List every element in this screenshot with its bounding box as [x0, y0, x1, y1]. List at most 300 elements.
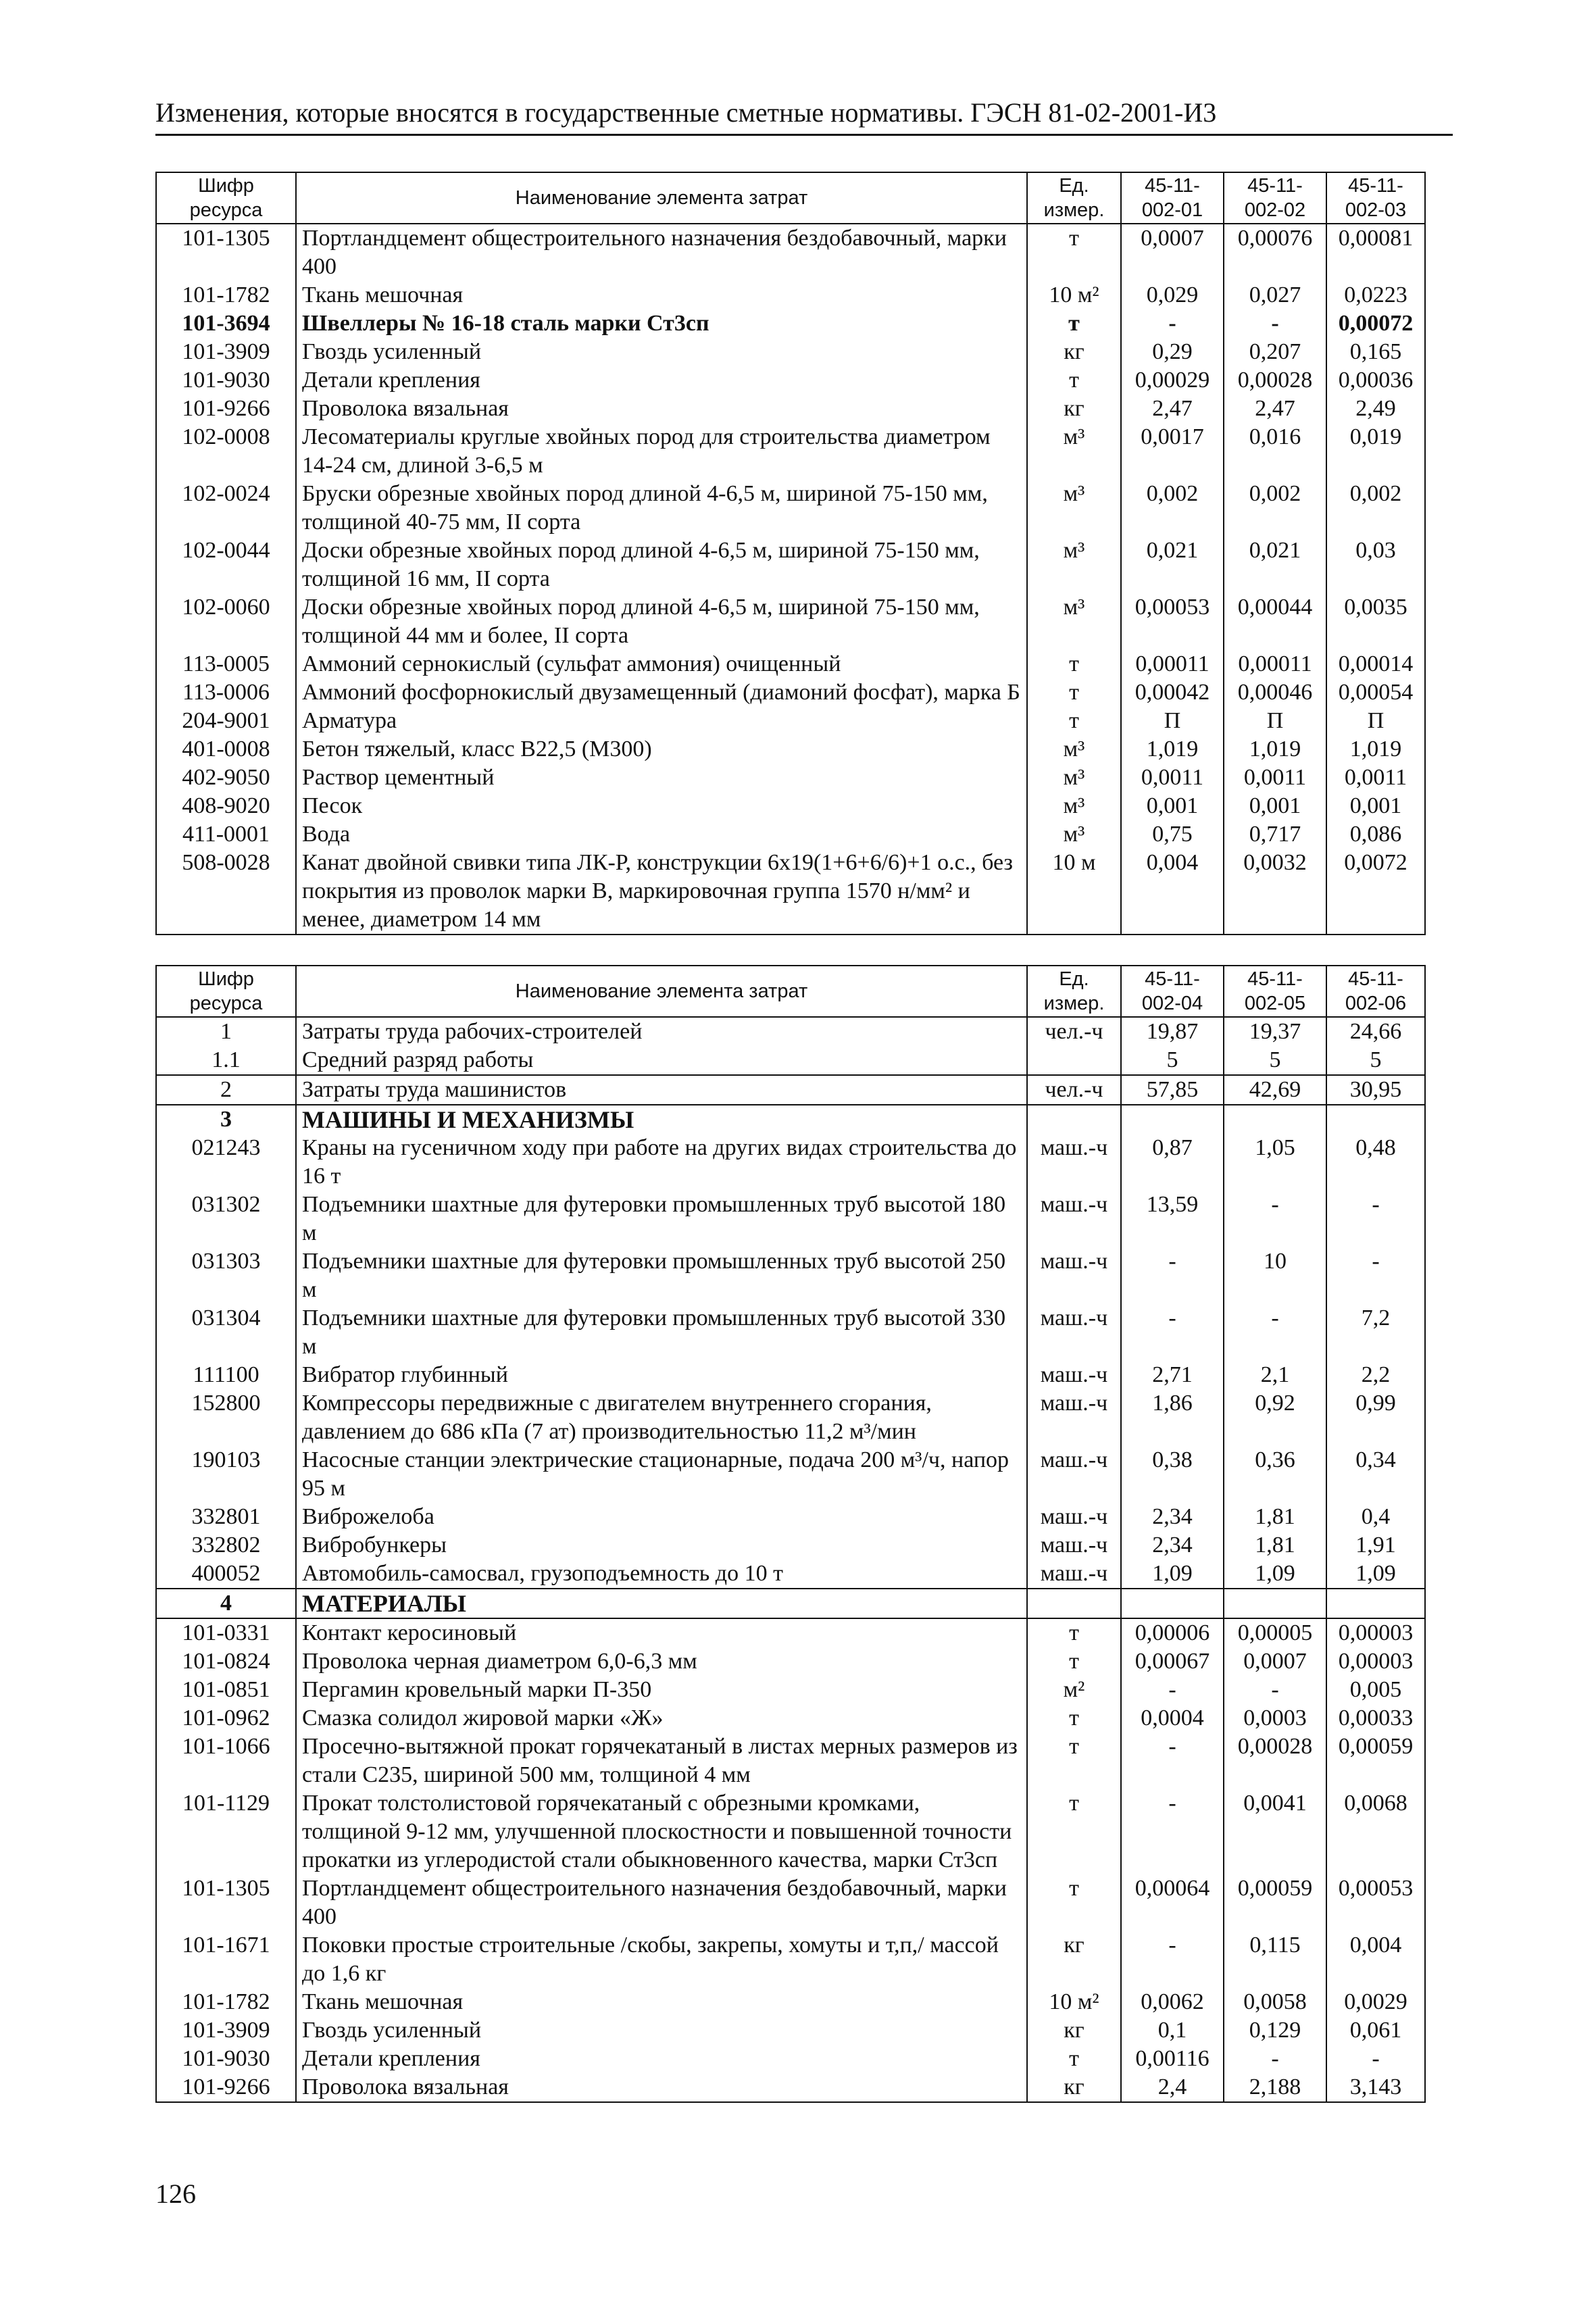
- cell-norm-2: 2,188: [1224, 2073, 1326, 2102]
- cell-name: Подъемники шахтные для футеровки промышленных труб высотой 330 м: [296, 1304, 1027, 1361]
- cell-norm-1: 5: [1121, 1046, 1224, 1075]
- table-row: [156, 366, 1425, 395]
- cell-code: 102-0044: [156, 537, 296, 593]
- cell-unit: [1027, 1046, 1121, 1075]
- cell-code: 204-9001: [156, 707, 296, 735]
- cell-norm-1: 0,00042: [1121, 678, 1224, 707]
- cell-norm-1: 0,00011: [1121, 650, 1224, 678]
- column-header-unit: Ед. измер.: [1027, 172, 1121, 224]
- cell-norm-2: 0,00005: [1224, 1618, 1326, 1647]
- cell-code: 102-0060: [156, 593, 296, 650]
- column-header-norm-1: 45-11-002-01: [1121, 172, 1224, 224]
- cell-norm-2: -: [1224, 1191, 1326, 1247]
- cell-code: 101-0331: [156, 1618, 296, 1647]
- cell-norm-2: 0,717: [1224, 820, 1326, 849]
- cell-norm-3: 0,086: [1326, 820, 1425, 849]
- cell-norm-3: 30,95: [1326, 1075, 1425, 1105]
- table-row: [156, 1560, 1425, 1589]
- cell-name: Просечно-вытяжной прокат горячекатаный в листах мерных размеров из стали С235, шириной 500 мм, толщиной 4 мм: [296, 1733, 1027, 1789]
- page-number: 126: [155, 2179, 196, 2209]
- resource-table-2: [155, 965, 1426, 2103]
- cell-unit: 10 м²: [1027, 281, 1121, 309]
- cell-norm-1: 1,09: [1121, 1560, 1224, 1589]
- cell-norm-2: 1,81: [1224, 1503, 1326, 1531]
- cell-unit: т: [1027, 1874, 1121, 1931]
- cell-norm-1: 0,00116: [1121, 2045, 1224, 2073]
- cell-name: Доски обрезные хвойных пород длиной 4-6,5 м, шириной 75-150 мм, толщиной 44 мм и более, II сорта: [296, 593, 1027, 650]
- cell-norm-3: 0,0072: [1326, 849, 1425, 935]
- cell-unit: маш.-ч: [1027, 1503, 1121, 1531]
- cell-norm-3: 0,00072: [1326, 309, 1425, 338]
- cell-unit: т: [1027, 1647, 1121, 1676]
- cell-norm-3: 0,34: [1326, 1446, 1425, 1503]
- cell-norm-1: 2,47: [1121, 395, 1224, 423]
- cell-code: 400052: [156, 1560, 296, 1589]
- cell-unit: маш.-ч: [1027, 1191, 1121, 1247]
- cell-norm-3: 1,09: [1326, 1560, 1425, 1589]
- cell-code: 402-9050: [156, 764, 296, 792]
- cell-unit: м²: [1027, 1676, 1121, 1704]
- cell-name: Доски обрезные хвойных пород длиной 4-6,5 м, шириной 75-150 мм, толщиной 16 мм, II сорта: [296, 537, 1027, 593]
- cell-unit: маш.-ч: [1027, 1361, 1121, 1389]
- cell-norm-1: 57,85: [1121, 1075, 1224, 1105]
- cell-norm-3: 0,48: [1326, 1134, 1425, 1191]
- cell-norm-3: 0,00081: [1326, 224, 1425, 281]
- cell-code: 101-1066: [156, 1733, 296, 1789]
- cell-code: 101-1305: [156, 224, 296, 281]
- cell-norm-3: 1,91: [1326, 1531, 1425, 1560]
- cell-unit: м³: [1027, 593, 1121, 650]
- cell-unit: т: [1027, 650, 1121, 678]
- cell-name: Краны на гусеничном ходу при работе на других видах строительства до 16 т: [296, 1134, 1027, 1191]
- cell-name: Детали крепления: [296, 2045, 1027, 2073]
- cell-code: 031304: [156, 1304, 296, 1361]
- cell-norm-1: 0,29: [1121, 338, 1224, 366]
- cell-norm-1: 0,1: [1121, 2016, 1224, 2045]
- cell-norm-2: 5: [1224, 1046, 1326, 1075]
- table-row: [156, 2016, 1425, 2045]
- cell-norm-2: 0,0058: [1224, 1988, 1326, 2016]
- cell-norm-1: [1121, 1105, 1224, 1134]
- cell-unit: т: [1027, 1618, 1121, 1647]
- table-row: [156, 849, 1425, 935]
- cell-code: 101-1671: [156, 1931, 296, 1988]
- cell-name: Канат двойной свивки типа ЛК-Р, конструкции 6х19(1+6+6/6)+1 о.с., без покрытия из проволок марки В, маркировочная группа 1570 н/мм² и менее, диаметром 14 мм: [296, 849, 1027, 935]
- cell-unit: м³: [1027, 820, 1121, 849]
- cell-norm-3: 0,00053: [1326, 1874, 1425, 1931]
- cell-norm-3: 0,005: [1326, 1676, 1425, 1704]
- cell-code: 101-9266: [156, 2073, 296, 2102]
- table-row: [156, 1046, 1425, 1075]
- cell-name: Вибробункеры: [296, 1531, 1027, 1560]
- cell-norm-3: 2,49: [1326, 395, 1425, 423]
- cell-name: Швеллеры № 16-18 сталь марки Ст3сп: [296, 309, 1027, 338]
- cell-name: Подъемники шахтные для футеровки промышленных труб высотой 180 м: [296, 1191, 1027, 1247]
- column-header-norm-2: 45-11-002-05: [1224, 966, 1326, 1017]
- cell-norm-1: 0,029: [1121, 281, 1224, 309]
- table-body: [156, 1017, 1425, 2102]
- cell-norm-3: -: [1326, 2045, 1425, 2073]
- cell-norm-2: 0,0032: [1224, 849, 1326, 935]
- cell-norm-2: 19,37: [1224, 1017, 1326, 1046]
- cell-code: 332802: [156, 1531, 296, 1560]
- cell-norm-1: 0,0011: [1121, 764, 1224, 792]
- table-row: [156, 593, 1425, 650]
- cell-norm-1: 0,0062: [1121, 1988, 1224, 2016]
- cell-norm-3: 0,00054: [1326, 678, 1425, 707]
- page-header: Изменения, которые вносятся в государственные сметные нормативы. ГЭСН 81-02-2001-И3: [155, 96, 1453, 136]
- table-body: [156, 224, 1425, 935]
- cell-code: 411-0001: [156, 820, 296, 849]
- cell-name: Портландцемент общестроительного назначения бездобавочный, марки 400: [296, 224, 1027, 281]
- cell-name: Портландцемент общестроительного назначения бездобавочный, марки 400: [296, 1874, 1027, 1931]
- cell-norm-2: -: [1224, 1676, 1326, 1704]
- cell-code: 113-0005: [156, 650, 296, 678]
- cell-norm-2: 0,129: [1224, 2016, 1326, 2045]
- cell-unit: 10 м: [1027, 849, 1121, 935]
- cell-norm-1: -: [1121, 1247, 1224, 1304]
- cell-norm-1: -: [1121, 309, 1224, 338]
- cell-name: Компрессоры передвижные с двигателем внутреннего сгорания, давлением до 686 кПа (7 ат) производительностью 11,2 м³/мин: [296, 1389, 1027, 1446]
- cell-name: Аммоний сернокислый (сульфат аммония) очищенный: [296, 650, 1027, 678]
- cell-code: 1.1: [156, 1046, 296, 1075]
- cell-norm-2: 1,81: [1224, 1531, 1326, 1560]
- cell-norm-3: П: [1326, 707, 1425, 735]
- cell-norm-3: -: [1326, 1191, 1425, 1247]
- cell-unit: маш.-ч: [1027, 1560, 1121, 1589]
- table-row: [156, 1361, 1425, 1389]
- cell-norm-2: 0,002: [1224, 480, 1326, 537]
- cell-unit: маш.-ч: [1027, 1446, 1121, 1503]
- cell-norm-3: 1,019: [1326, 735, 1425, 764]
- column-header-code: Шифр ресурса: [156, 172, 296, 224]
- cell-name: Лесоматериалы круглые хвойных пород для строительства диаметром 14-24 см, длиной 3-6,5 м: [296, 423, 1027, 480]
- cell-norm-2: 0,00046: [1224, 678, 1326, 707]
- cell-norm-2: 0,00076: [1224, 224, 1326, 281]
- cell-unit: кг: [1027, 2016, 1121, 2045]
- table-row: [156, 707, 1425, 735]
- cell-norm-1: 2,4: [1121, 2073, 1224, 2102]
- cell-code: 101-9266: [156, 395, 296, 423]
- cell-unit: чел.-ч: [1027, 1075, 1121, 1105]
- column-header-name: Наименование элемента затрат: [296, 966, 1027, 1017]
- cell-name: Проволока черная диаметром 6,0-6,3 мм: [296, 1647, 1027, 1676]
- table-header-row: [156, 172, 1425, 224]
- cell-norm-1: 19,87: [1121, 1017, 1224, 1046]
- cell-norm-2: [1224, 1589, 1326, 1618]
- table-row: [156, 537, 1425, 593]
- cell-code: 332801: [156, 1503, 296, 1531]
- cell-norm-2: 0,016: [1224, 423, 1326, 480]
- cell-name: Подъемники шахтные для футеровки промышленных труб высотой 250 м: [296, 1247, 1027, 1304]
- cell-norm-3: 0,002: [1326, 480, 1425, 537]
- cell-norm-1: 0,004: [1121, 849, 1224, 935]
- cell-name: Гвоздь усиленный: [296, 2016, 1027, 2045]
- cell-name: Пергамин кровельный марки П-350: [296, 1676, 1027, 1704]
- cell-norm-1: 1,019: [1121, 735, 1224, 764]
- table-row: [156, 224, 1425, 281]
- cell-unit: чел.-ч: [1027, 1017, 1121, 1046]
- cell-unit: [1027, 1105, 1121, 1134]
- cell-unit: 10 м²: [1027, 1988, 1121, 2016]
- table-row: [156, 1874, 1425, 1931]
- column-header-norm-3: 45-11-002-03: [1326, 172, 1425, 224]
- cell-norm-3: 24,66: [1326, 1017, 1425, 1046]
- cell-name: Бетон тяжелый, класс В22,5 (М300): [296, 735, 1027, 764]
- table-row: [156, 1676, 1425, 1704]
- cell-norm-1: [1121, 1589, 1224, 1618]
- cell-norm-3: 0,061: [1326, 2016, 1425, 2045]
- cell-norm-3: 0,00014: [1326, 650, 1425, 678]
- cell-unit: кг: [1027, 395, 1121, 423]
- column-header-norm-3: 45-11-002-06: [1326, 966, 1425, 1017]
- cell-name: Ткань мешочная: [296, 1988, 1027, 2016]
- cell-code: 152800: [156, 1389, 296, 1446]
- cell-norm-1: -: [1121, 1304, 1224, 1361]
- cell-unit: маш.-ч: [1027, 1531, 1121, 1560]
- column-header-unit: Ед. измер.: [1027, 966, 1121, 1017]
- cell-norm-3: 3,143: [1326, 2073, 1425, 2102]
- cell-code: 4: [156, 1589, 296, 1618]
- table-row: [156, 735, 1425, 764]
- cell-code: 101-3909: [156, 338, 296, 366]
- table-row: [156, 1988, 1425, 2016]
- cell-norm-1: 1,86: [1121, 1389, 1224, 1446]
- cell-norm-3: 2,2: [1326, 1361, 1425, 1389]
- cell-code: 401-0008: [156, 735, 296, 764]
- cell-code: 1: [156, 1017, 296, 1046]
- section-row: [156, 1105, 1425, 1134]
- cell-name: МАШИНЫ И МЕХАНИЗМЫ: [296, 1105, 1027, 1134]
- cell-unit: т: [1027, 2045, 1121, 2073]
- cell-norm-3: 0,0068: [1326, 1789, 1425, 1874]
- cell-norm-2: 0,021: [1224, 537, 1326, 593]
- table-row: [156, 1389, 1425, 1446]
- cell-unit: м³: [1027, 423, 1121, 480]
- cell-unit: м³: [1027, 480, 1121, 537]
- cell-norm-2: 0,0007: [1224, 1647, 1326, 1676]
- column-header-name: Наименование элемента затрат: [296, 172, 1027, 224]
- cell-norm-2: 0,92: [1224, 1389, 1326, 1446]
- cell-norm-1: 0,00029: [1121, 366, 1224, 395]
- cell-norm-3: 0,0011: [1326, 764, 1425, 792]
- cell-unit: м³: [1027, 735, 1121, 764]
- table-row: [156, 1247, 1425, 1304]
- cell-norm-1: 2,34: [1121, 1503, 1224, 1531]
- cell-name: Вибратор глубинный: [296, 1361, 1027, 1389]
- cell-norm-3: 0,0035: [1326, 593, 1425, 650]
- cell-unit: т: [1027, 678, 1121, 707]
- section-row: [156, 1589, 1425, 1618]
- cell-norm-3: 0,00036: [1326, 366, 1425, 395]
- cell-norm-3: 0,4: [1326, 1503, 1425, 1531]
- cell-code: 102-0008: [156, 423, 296, 480]
- cell-code: 101-3909: [156, 2016, 296, 2045]
- cell-unit: т: [1027, 1789, 1121, 1874]
- cell-norm-1: П: [1121, 707, 1224, 735]
- cell-unit: т: [1027, 707, 1121, 735]
- table-row: [156, 1618, 1425, 1647]
- cell-name: Контакт керосиновый: [296, 1618, 1027, 1647]
- cell-norm-3: [1326, 1589, 1425, 1618]
- cell-code: 3: [156, 1105, 296, 1134]
- cell-norm-2: 0,00059: [1224, 1874, 1326, 1931]
- cell-name: Средний разряд работы: [296, 1046, 1027, 1075]
- cell-unit: маш.-ч: [1027, 1304, 1121, 1361]
- cell-norm-3: -: [1326, 1247, 1425, 1304]
- cell-code: 101-1782: [156, 281, 296, 309]
- cell-name: Раствор цементный: [296, 764, 1027, 792]
- cell-norm-2: -: [1224, 309, 1326, 338]
- cell-norm-3: 0,00059: [1326, 1733, 1425, 1789]
- cell-code: 101-3694: [156, 309, 296, 338]
- cell-unit: т: [1027, 366, 1121, 395]
- cell-norm-3: 0,001: [1326, 792, 1425, 820]
- cell-norm-1: 0,75: [1121, 820, 1224, 849]
- cell-norm-2: 2,47: [1224, 395, 1326, 423]
- cell-norm-3: 5: [1326, 1046, 1425, 1075]
- cell-norm-1: -: [1121, 1789, 1224, 1874]
- cell-name: Проволока вязальная: [296, 2073, 1027, 2102]
- table-row: [156, 423, 1425, 480]
- cell-name: МАТЕРИАЛЫ: [296, 1589, 1027, 1618]
- table-row: [156, 1733, 1425, 1789]
- cell-norm-3: 0,0029: [1326, 1988, 1425, 2016]
- cell-unit: т: [1027, 224, 1121, 281]
- cell-norm-2: 0,207: [1224, 338, 1326, 366]
- table-row: [156, 309, 1425, 338]
- cell-norm-1: 0,002: [1121, 480, 1224, 537]
- table-row: [156, 1075, 1425, 1105]
- table-row: [156, 1704, 1425, 1733]
- cell-unit: кг: [1027, 338, 1121, 366]
- cell-unit: маш.-ч: [1027, 1247, 1121, 1304]
- cell-code: 101-9030: [156, 366, 296, 395]
- cell-norm-2: 1,019: [1224, 735, 1326, 764]
- cell-norm-2: 1,09: [1224, 1560, 1326, 1589]
- table-row: [156, 281, 1425, 309]
- cell-norm-3: 0,165: [1326, 338, 1425, 366]
- table-row: [156, 395, 1425, 423]
- table-row: [156, 1304, 1425, 1361]
- cell-code: 102-0024: [156, 480, 296, 537]
- cell-unit: м³: [1027, 537, 1121, 593]
- cell-norm-3: 0,004: [1326, 1931, 1425, 1988]
- cell-name: Арматура: [296, 707, 1027, 735]
- table-row: [156, 764, 1425, 792]
- cell-norm-1: 0,0007: [1121, 224, 1224, 281]
- table-row: [156, 1503, 1425, 1531]
- cell-code: 101-1129: [156, 1789, 296, 1874]
- cell-code: 508-0028: [156, 849, 296, 935]
- table-row: [156, 1789, 1425, 1874]
- cell-norm-3: 0,019: [1326, 423, 1425, 480]
- cell-norm-3: 7,2: [1326, 1304, 1425, 1361]
- table-row: [156, 1191, 1425, 1247]
- cell-norm-2: 0,027: [1224, 281, 1326, 309]
- cell-norm-3: 0,00003: [1326, 1647, 1425, 1676]
- cell-norm-3: 0,0223: [1326, 281, 1425, 309]
- cell-name: Проволока вязальная: [296, 395, 1027, 423]
- cell-unit: м³: [1027, 764, 1121, 792]
- cell-unit: [1027, 1589, 1121, 1618]
- cell-norm-1: -: [1121, 1931, 1224, 1988]
- cell-norm-2: -: [1224, 2045, 1326, 2073]
- cell-norm-2: 0,0011: [1224, 764, 1326, 792]
- table-row: [156, 1931, 1425, 1988]
- cell-norm-1: 0,00006: [1121, 1618, 1224, 1647]
- cell-code: 101-0851: [156, 1676, 296, 1704]
- cell-norm-1: 0,00064: [1121, 1874, 1224, 1931]
- cell-name: Аммоний фосфорнокислый двузамещенный (диамоний фосфат), марка Б: [296, 678, 1027, 707]
- cell-code: 101-9030: [156, 2045, 296, 2073]
- cell-name: Прокат толстолистовой горячекатаный с обрезными кромками, толщиной 9-12 мм, улучшенной плоскостности и повышенной точности прокатки из углеродистой стали обыкновенного качества, марки Ст3сп: [296, 1789, 1027, 1874]
- cell-name: Поковки простые строительные /скобы, закрепы, хомуты и т,п,/ массой до 1,6 кг: [296, 1931, 1027, 1988]
- cell-norm-2: 42,69: [1224, 1075, 1326, 1105]
- cell-code: 101-0962: [156, 1704, 296, 1733]
- cell-name: Бруски обрезные хвойных пород длиной 4-6,5 м, шириной 75-150 мм, толщиной 40-75 мм, II сорта: [296, 480, 1027, 537]
- table-row: [156, 1647, 1425, 1676]
- cell-name: Ткань мешочная: [296, 281, 1027, 309]
- cell-norm-2: 0,00028: [1224, 366, 1326, 395]
- cell-code: 021243: [156, 1134, 296, 1191]
- cell-code: 111100: [156, 1361, 296, 1389]
- cell-norm-1: 2,71: [1121, 1361, 1224, 1389]
- cell-norm-3: 0,00003: [1326, 1618, 1425, 1647]
- cell-norm-2: 0,36: [1224, 1446, 1326, 1503]
- cell-norm-2: 0,0003: [1224, 1704, 1326, 1733]
- cell-norm-3: 0,00033: [1326, 1704, 1425, 1733]
- cell-code: 031302: [156, 1191, 296, 1247]
- cell-name: Затраты труда машинистов: [296, 1075, 1027, 1105]
- cell-norm-1: 0,021: [1121, 537, 1224, 593]
- cell-code: 101-0824: [156, 1647, 296, 1676]
- cell-code: 408-9020: [156, 792, 296, 820]
- cell-unit: т: [1027, 309, 1121, 338]
- table-row: [156, 1531, 1425, 1560]
- cell-norm-2: 0,115: [1224, 1931, 1326, 1988]
- cell-name: Вода: [296, 820, 1027, 849]
- column-header-norm-2: 45-11-002-02: [1224, 172, 1326, 224]
- cell-code: 031303: [156, 1247, 296, 1304]
- cell-norm-2: П: [1224, 707, 1326, 735]
- cell-norm-1: 0,00067: [1121, 1647, 1224, 1676]
- cell-norm-3: 0,99: [1326, 1389, 1425, 1446]
- cell-norm-2: 1,05: [1224, 1134, 1326, 1191]
- cell-unit: м³: [1027, 792, 1121, 820]
- table-row: [156, 792, 1425, 820]
- table-row: [156, 338, 1425, 366]
- cell-unit: кг: [1027, 2073, 1121, 2102]
- cell-code: 101-1782: [156, 1988, 296, 2016]
- cell-norm-1: 0,0004: [1121, 1704, 1224, 1733]
- table-row: [156, 2073, 1425, 2102]
- table-header-row: [156, 966, 1425, 1017]
- cell-name: Виброжелоба: [296, 1503, 1027, 1531]
- table-row: [156, 2045, 1425, 2073]
- cell-name: Насосные станции электрические стационарные, подача 200 м³/ч, напор 95 м: [296, 1446, 1027, 1503]
- table-row: [156, 1446, 1425, 1503]
- cell-norm-2: 0,00011: [1224, 650, 1326, 678]
- cell-code: 113-0006: [156, 678, 296, 707]
- cell-norm-1: 0,00053: [1121, 593, 1224, 650]
- cell-name: Смазка солидол жировой марки «Ж»: [296, 1704, 1027, 1733]
- cell-norm-2: 10: [1224, 1247, 1326, 1304]
- table-row: [156, 650, 1425, 678]
- cell-norm-1: 2,34: [1121, 1531, 1224, 1560]
- cell-name: Гвоздь усиленный: [296, 338, 1027, 366]
- table-row: [156, 678, 1425, 707]
